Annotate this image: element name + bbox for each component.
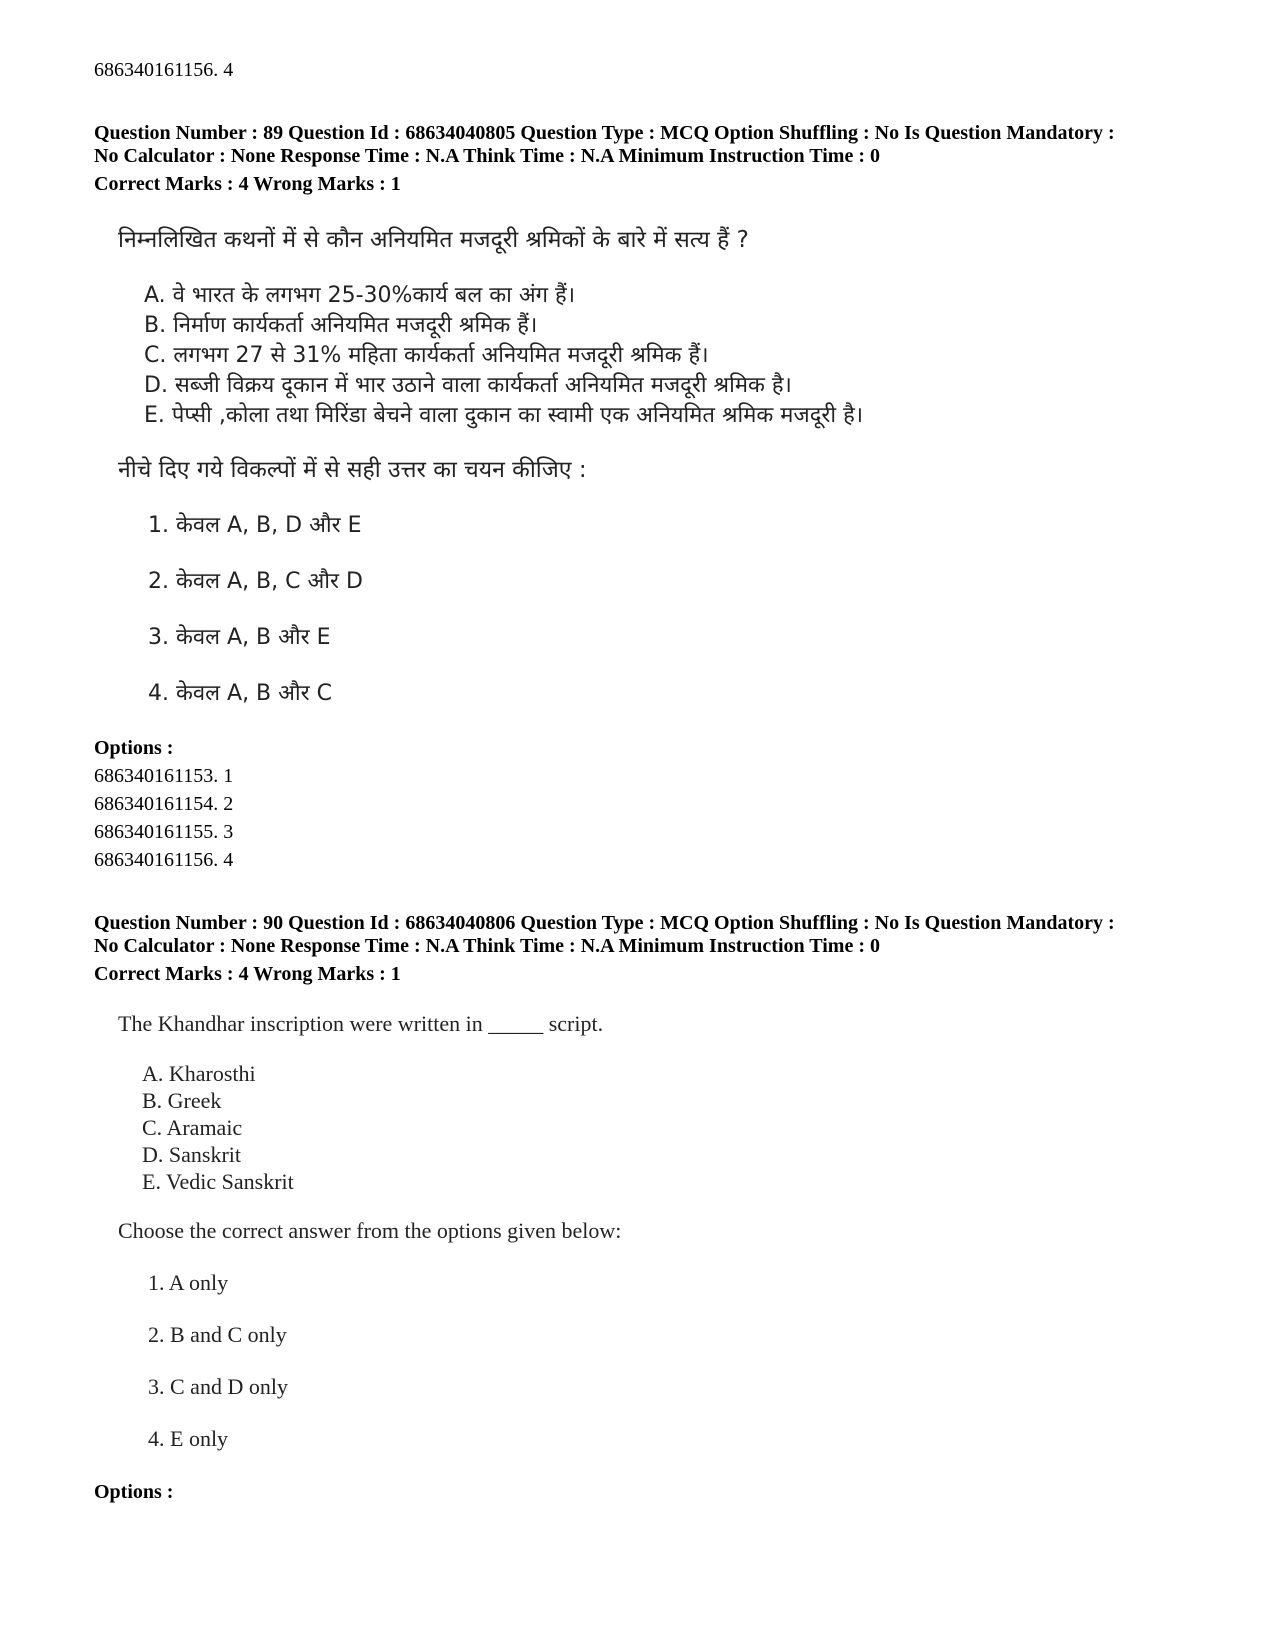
q89-option-2: 686340161154. 2: [94, 793, 234, 815]
q90-choice-3: 3. C and D only: [148, 1374, 288, 1399]
q89-marks: Correct Marks : 4 Wrong Marks : 1: [94, 173, 401, 195]
q89-header-line2: No Calculator : None Response Time : N.A Think Time : N.A Minimum Instruction Time : 0: [94, 145, 880, 167]
q90-statement-a: A. Kharosthi: [142, 1061, 256, 1086]
q89-statement-b: B. निर्माण कार्यकर्ता अनियमित मजदूरी श्रमिक हैं।: [144, 313, 538, 338]
q90-choice-4: 4. E only: [148, 1426, 229, 1451]
q89-choice-4: 4. केवल A, B और C: [148, 681, 333, 706]
q90-header-line1: Question Number : 90 Question Id : 68634040806 Question Type : MCQ Option Shuffling : No Is Question Mandatory :: [94, 912, 1115, 934]
q90-stem: The Khandhar inscription were written in _____ script.: [118, 1011, 604, 1036]
q90-options-label: Options :: [94, 1481, 174, 1503]
q89-option-4: 686340161156. 4: [94, 849, 234, 871]
q90-statement-b: B. Greek: [142, 1088, 222, 1113]
q89-statement-d: D. सब्जी विक्रय दूकान में भार उठाने वाला कार्यकर्ता अनियमित मजदूरी श्रमिक है।: [144, 373, 792, 398]
q90-marks: Correct Marks : 4 Wrong Marks : 1: [94, 963, 401, 985]
q89-statement-e: E. पेप्सी ,कोला तथा मिरिंडा बेचने वाला दुकान का स्वामी एक अनियमित श्रमिक मजदूरी है।: [144, 403, 864, 428]
q89-option-3: 686340161155. 3: [94, 821, 234, 843]
q89-statement-a: A. वे भारत के लगभग 25-30%कार्य बल का अंग हैं।: [144, 283, 576, 308]
q90-choice-2: 2. B and C only: [148, 1322, 287, 1347]
q89-statement-c: C. लगभग 27 से 31% महिता कार्यकर्ता अनियमित मजदूरी श्रमिक हैं।: [144, 343, 709, 368]
q89-choice-2: 2. केवल A, B, C और D: [148, 569, 363, 594]
q90-statement-d: D. Sanskrit: [142, 1142, 241, 1167]
prev-option-line: 686340161156. 4: [94, 59, 234, 81]
q89-header-line1: Question Number : 89 Question Id : 68634040805 Question Type : MCQ Option Shuffling : No Is Question Mandatory :: [94, 122, 1115, 144]
q89-instruction: नीचे दिए गये विकल्पों में से सही उत्तर का चयन कीजिए :: [118, 457, 587, 483]
q90-header-line2: No Calculator : None Response Time : N.A Think Time : N.A Minimum Instruction Time : 0: [94, 935, 880, 957]
q90-statement-e: E. Vedic Sanskrit: [142, 1169, 294, 1194]
q89-option-1: 686340161153. 1: [94, 765, 234, 787]
q89-choice-1: 1. केवल A, B, D और E: [148, 513, 362, 538]
q90-choice-1: 1. A only: [148, 1270, 229, 1295]
q89-options-label: Options :: [94, 737, 174, 759]
q90-statement-c: C. Aramaic: [142, 1115, 243, 1140]
q89-choice-3: 3. केवल A, B और E: [148, 625, 331, 650]
q90-instruction: Choose the correct answer from the options given below:: [118, 1218, 622, 1243]
q89-stem: निम्नलिखित कथनों में से कौन अनियमित मजदूरी श्रमिकों के बारे में सत्य हैं ?: [118, 227, 749, 253]
